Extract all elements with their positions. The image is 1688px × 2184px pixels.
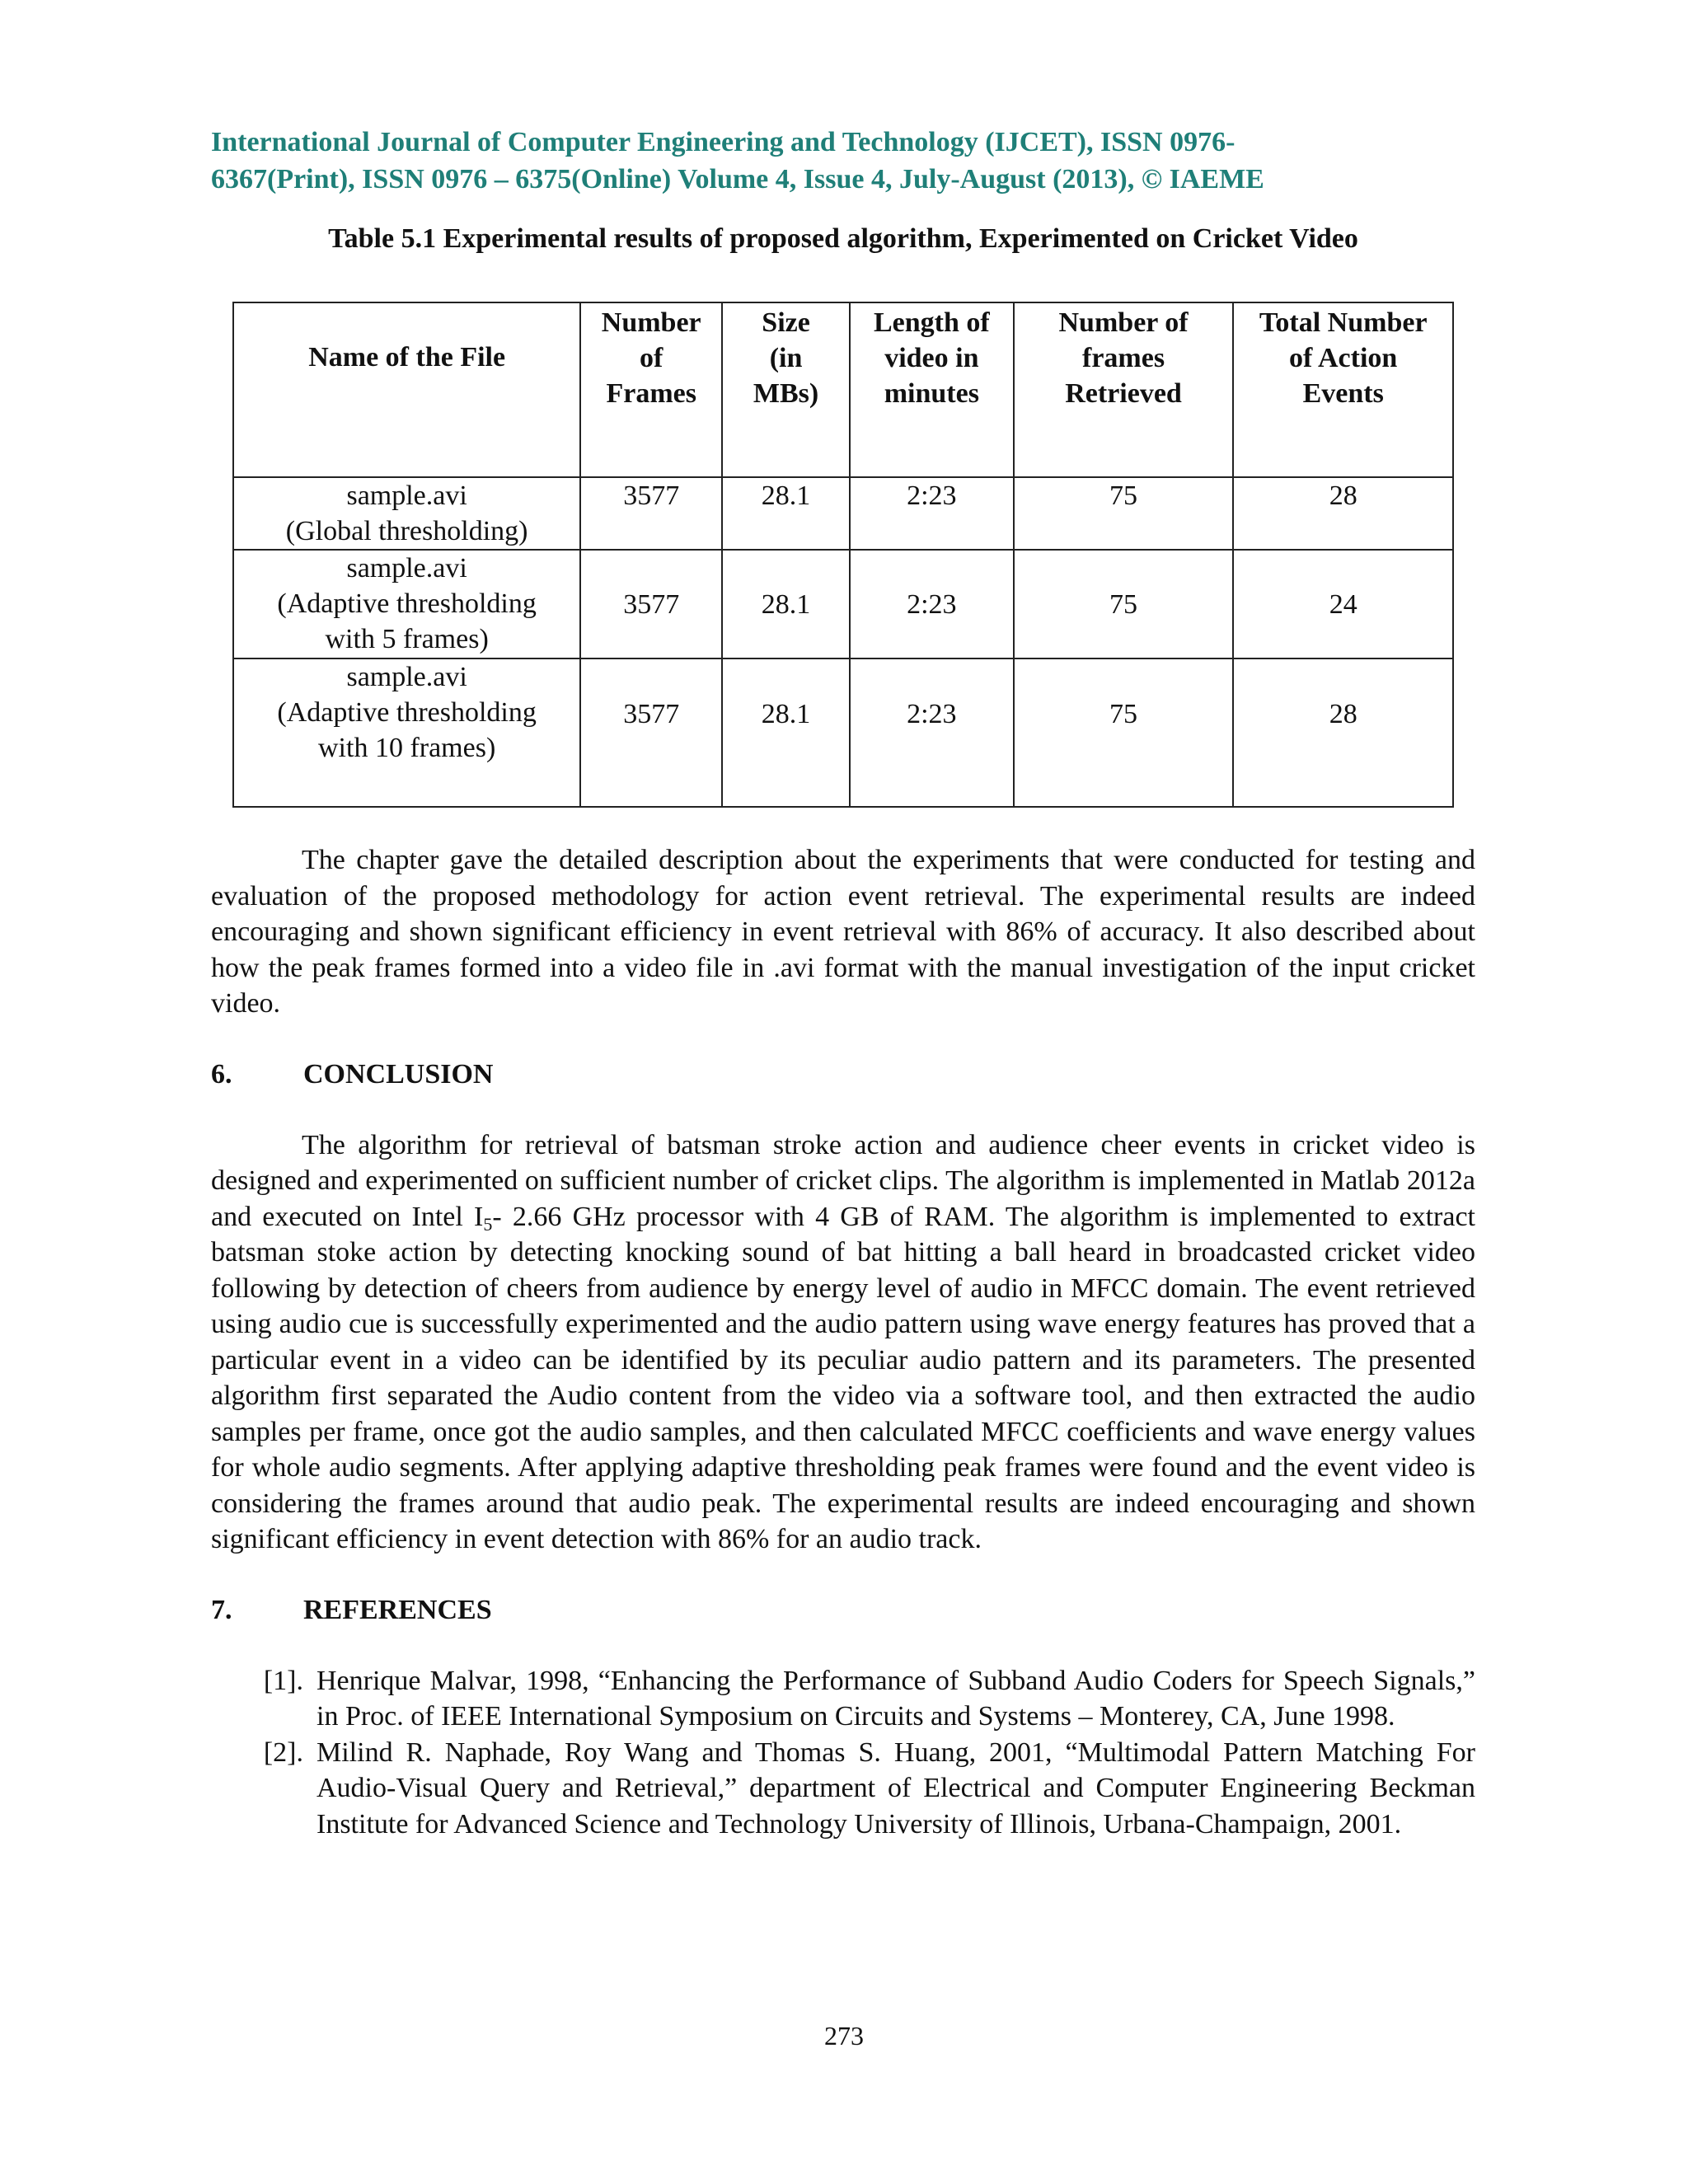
- cell-retrieved: 75: [1014, 477, 1234, 550]
- cell-file-name: sample.avi (Adaptive thresholding with 5 frames): [233, 550, 580, 658]
- reference-list: [211, 1663, 1475, 1843]
- cell-length: 2:23: [850, 658, 1014, 807]
- references-number: 7.: [211, 1594, 232, 1625]
- cell-frames: 3577: [580, 658, 722, 807]
- conclusion-paragraph: The algorithm for retrieval of batsman stroke action and audience cheer events in cricket video is designed and experimented on sufficient number of cricket clips. The algorithm is implemented in Matlab 2012a and executed on Intel $I_5-$ 2.66 GHz processor with 4 GB of RAM. The algorithm is implemented to extract batsman stoke action by detecting knocking sound of bat hitting a ball heard in broadcasted cricket video following by detection of cheers from audience by energy level of audio in MFCC domain. The event retrieved using audio cue is successfully experimented and the audio pattern using wave energy features has proved that a particular event in a video can be identified by its peculiar audio pattern and its parameters. The presented algorithm first separated the Audio content from the video via a software tool, and then extracted the audio samples per frame, once got the audio samples, and then calculated MFCC coefficients and wave energy values for whole audio segments. After applying adaptive thresholding peak frames were found and the event video is considering the frames around that audio peak. The experimental results are indeed encouraging and shown significant efficiency in event detection with 86% for an audio track.: [211, 1129, 1475, 1554]
- cell-size: 28.1: [722, 550, 850, 658]
- reference-label: [1].: [263, 1665, 303, 1696]
- cell-file-name: sample.avi (Global thresholding): [233, 477, 580, 550]
- header-frames-retrieved: Number of frames Retrieved: [1014, 302, 1234, 477]
- journal-header-line-1: International Journal of Computer Engineering and Technology (IJCET), ISSN 0976-: [211, 127, 1236, 157]
- conclusion-heading: [211, 1057, 1475, 1093]
- cell-file-name: sample.avi (Adaptive thresholding with 10 frames): [233, 658, 580, 807]
- header-length: Length of video in minutes: [850, 302, 1014, 477]
- page-number: 273: [824, 2021, 864, 2050]
- reference-label: [2].: [263, 1736, 303, 1768]
- table-row: [233, 550, 1453, 658]
- cell-frames: 3577: [580, 550, 722, 658]
- cell-events: 24: [1233, 550, 1453, 658]
- references-heading: [211, 1592, 1475, 1629]
- cell-length: 2:23: [850, 477, 1014, 550]
- cell-retrieved: 75: [1014, 550, 1234, 658]
- table-header-row: [233, 302, 1453, 477]
- cell-size: 28.1: [722, 658, 850, 807]
- table-row: [233, 477, 1453, 550]
- cell-retrieved: 75: [1014, 658, 1234, 807]
- results-table: [232, 302, 1454, 808]
- cell-events: 28: [1233, 477, 1453, 550]
- table-caption: Table 5.1 Experimental results of proposed algorithm, Experimented on Cricket Video: [328, 223, 1358, 254]
- reference-item: [211, 1663, 1475, 1735]
- reference-text: Henrique Malvar, 1998, “Enhancing the Performance of Subband Audio Coders for Speech Signals,” in Proc. of IEEE International Symposium on Circuits and Systems – Monterey, CA, June 1998.: [316, 1665, 1475, 1732]
- references-title: REFERENCES: [303, 1594, 492, 1625]
- cell-length: 2:23: [850, 550, 1014, 658]
- body-content: [211, 842, 1475, 1842]
- header-size: Size (in MBs): [722, 302, 850, 477]
- header-total-action-events: Total Number of Action Events: [1233, 302, 1453, 477]
- conclusion-title: CONCLUSION: [303, 1058, 494, 1090]
- journal-header-line-2: 6367(Print), ISSN 0976 – 6375(Online) Volume 4, Issue 4, July-August (2013), © IAEME: [211, 164, 1264, 194]
- conclusion-number: 6.: [211, 1058, 232, 1090]
- journal-header: [211, 124, 1475, 198]
- cell-events: 28: [1233, 658, 1453, 807]
- header-number-of-frames: Number of Frames: [580, 302, 722, 477]
- cell-frames: 3577: [580, 477, 722, 550]
- header-file-name: Name of the File: [233, 302, 580, 477]
- page: [211, 124, 1475, 1840]
- cell-size: 28.1: [722, 477, 850, 550]
- reference-text: Milind R. Naphade, Roy Wang and Thomas S. Huang, 2001, “Multimodal Pattern Matching For Audio-Visual Query and Retrieval,” department of Electrical and Computer Engineering Beckman Institute for Advanced Science and Technology University of Illinois, Urbana-Champaign, 2001.: [316, 1736, 1475, 1840]
- reference-item: [211, 1735, 1475, 1843]
- summary-paragraph: The chapter gave the detailed description about the experiments that were conducted for testing and evaluation of the proposed methodology for action event retrieval. The experimental results are indeed encouraging and shown significant efficiency in event retrieval with 86% of accuracy. It also described about how the peak frames formed into a video file in .avi format with the manual investigation of the input cricket video.: [211, 845, 1475, 1019]
- table-row: [233, 658, 1453, 807]
